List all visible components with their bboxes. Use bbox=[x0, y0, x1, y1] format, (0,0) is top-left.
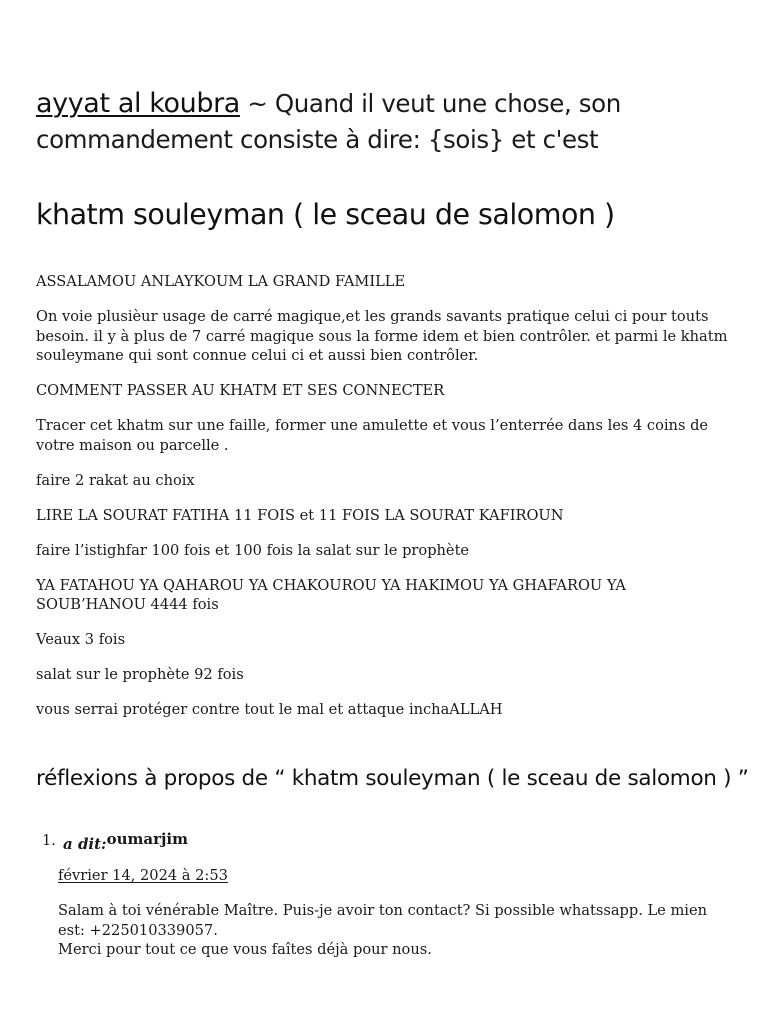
comment-says-label: a dit: bbox=[63, 835, 107, 853]
comment-line: Merci pour tout ce que vous faîtes déjà pour nous. bbox=[58, 941, 432, 958]
post-title: khatm souleyman ( le sceau de salomon ) bbox=[36, 198, 615, 231]
post-paragraph-howto-heading: COMMENT PASSER AU KHATM ET SES CONNECTER bbox=[36, 382, 445, 399]
post-paragraph-closing: vous serrai protéger contre tout le mal et attaque inchaALLAH bbox=[36, 701, 503, 718]
comment-author: oumarjim bbox=[106, 830, 188, 848]
post-paragraph-greeting: ASSALAMOU ANLAYKOUM LA GRAND FAMILLE bbox=[36, 273, 406, 290]
post-paragraph-sourat: LIRE LA SOURAT FATIHA 11 FOIS et 11 FOIS LA SOURAT KAFIROUN bbox=[36, 506, 564, 524]
comment-meta bbox=[63, 830, 188, 853]
post-paragraph-salat: salat sur le prophète 92 fois bbox=[36, 666, 244, 683]
comment-text bbox=[58, 901, 738, 960]
site-header bbox=[36, 86, 736, 158]
post-body bbox=[36, 272, 736, 735]
comment-date-link[interactable]: février 14, 2024 à 2:53 bbox=[58, 867, 228, 884]
post-paragraph-invocation: YA FATAHOU YA QAHAROU YA CHAKOUROU YA HAKIMOU YA GHAFAROU YA SOUB’HANOU 4444 fois bbox=[36, 576, 626, 613]
post-paragraph-istighfar: faire l’istighfar 100 fois et 100 fois la salat sur le prophète bbox=[36, 541, 470, 559]
comment-line: Salam à toi vénérable Maître. Puis-je avoir ton contact? Si possible whatssapp. Le mien est: +225010339057. bbox=[58, 902, 707, 939]
post-paragraph-veaux: Veaux 3 fois bbox=[36, 631, 126, 648]
comment-number: 1. bbox=[42, 832, 56, 849]
post-paragraph-rakat: faire 2 rakat au choix bbox=[36, 471, 195, 489]
comments-title: réflexions à propos de “ khatm souleyman ( le sceau de salomon ) ” bbox=[36, 766, 749, 791]
site-title-link[interactable]: ayyat al koubra bbox=[36, 88, 240, 119]
post-paragraph-intro: On voie plusièur usage de carré magique,et les grands savants pratique celui ci pour touts besoin. il y à plus de 7 carré magique sous la forme idem et bien contrôler. et parmi le khatm souleymane qui sont connue celui ci et aussi bien contrôler. bbox=[36, 308, 728, 364]
post-paragraph-trace: Tracer cet khatm sur une faille, former une amulette et vous l’enterrée dans les 4 coins de votre maison ou parcelle . bbox=[36, 417, 709, 454]
site-tagline: ~ Quand il veut une chose, son commandement consiste à dire: {sois} et c'est bbox=[36, 89, 621, 154]
